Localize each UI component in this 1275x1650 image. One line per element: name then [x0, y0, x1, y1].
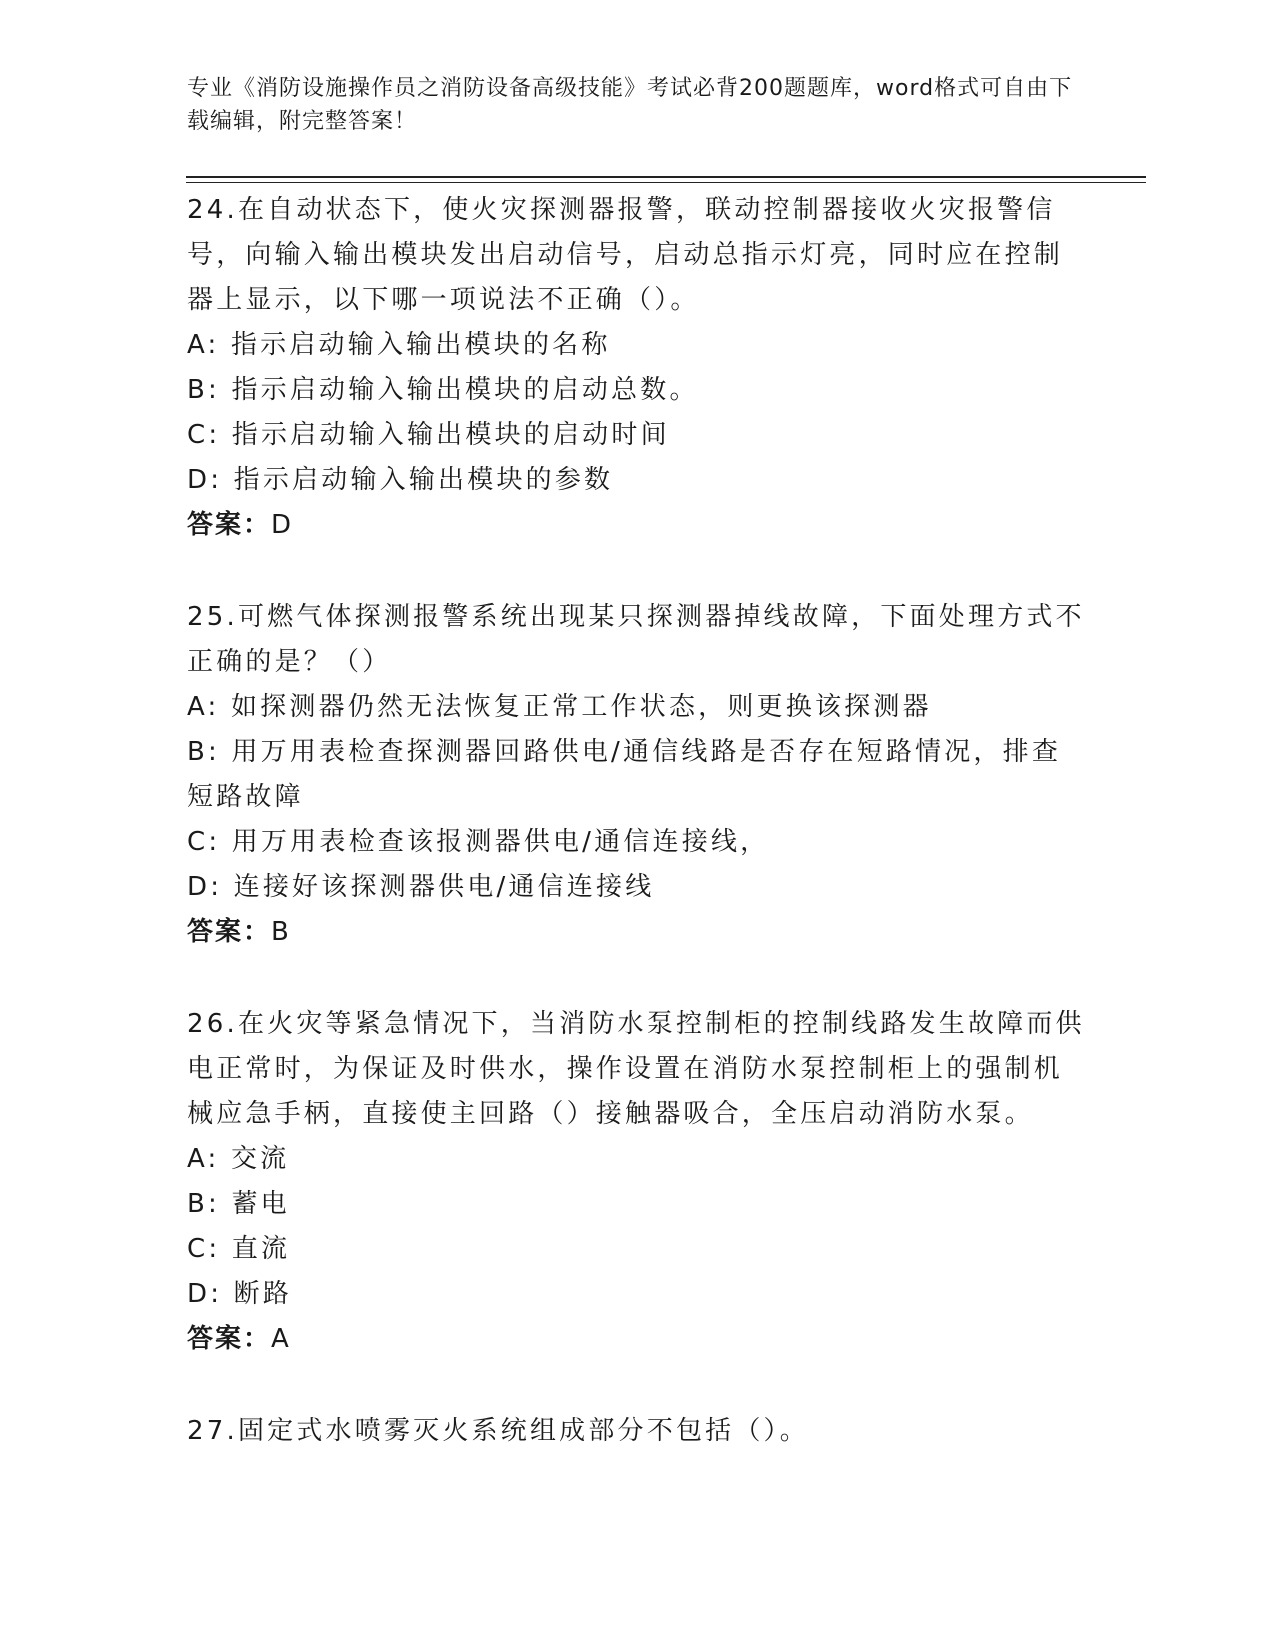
- answer-label: 答案：: [187, 1324, 272, 1354]
- option-a: A: 如探测器仍然无法恢复正常工作状态，则更换该探测器: [187, 692, 932, 722]
- option-d: D: 断路: [187, 1279, 293, 1309]
- answer: [187, 1317, 1087, 1362]
- document-header: [187, 72, 1087, 138]
- question-25: [187, 595, 1087, 955]
- option-b: B: 用万用表检查探测器回路供电/通信线路是否存在短路情况，排查短路故障: [187, 737, 1062, 812]
- answer-value: D: [271, 510, 294, 540]
- option-c: C: 指示启动输入输出模块的启动时间: [187, 420, 670, 450]
- option-a: A: 交流: [187, 1144, 290, 1174]
- option-b: B: 蓄电: [187, 1189, 290, 1219]
- answer-label: 答案：: [187, 510, 272, 540]
- question-text: 24.在自动状态下，使火灾探测器报警，联动控制器接收火灾报警信号，向输入输出模块发出启动信号，启动总指示灯亮，同时应在控制器上显示，以下哪一项说法不正确（）。: [187, 195, 1064, 315]
- header-divider-thin: [186, 182, 1146, 183]
- option-c: C: 用万用表检查该报测器供电/通信连接线，: [187, 827, 770, 857]
- option-a: A: 指示启动输入输出模块的名称: [187, 330, 611, 360]
- question-27: [187, 1409, 1087, 1454]
- answer-label: 答案：: [187, 917, 272, 947]
- question-list: [187, 188, 1087, 1501]
- option-b: B: 指示启动输入输出模块的启动总数。: [187, 375, 699, 405]
- option-d: D: 指示启动输入输出模块的参数: [187, 465, 614, 495]
- header-text: 专业《消防设施操作员之消防设备高级技能》考试必背200题题库，word格式可自由下载编辑，附完整答案！: [187, 76, 1073, 134]
- answer: [187, 910, 1087, 955]
- option-d: D: 连接好该探测器供电/通信连接线: [187, 872, 655, 902]
- question-24: [187, 188, 1087, 548]
- question-text: 25.可燃气体探测报警系统出现某只探测器掉线故障，下面处理方式不正确的是？（）: [187, 602, 1085, 677]
- option-c: C: 直流: [187, 1234, 291, 1264]
- header-divider-thick: [186, 176, 1146, 178]
- answer: [187, 503, 1087, 548]
- answer-value: B: [271, 917, 291, 947]
- answer-value: A: [271, 1324, 291, 1354]
- question-text: 27.固定式水喷雾灭火系统组成部分不包括（）。: [187, 1416, 809, 1446]
- question-text: 26.在火灾等紧急情况下，当消防水泵控制柜的控制线路发生故障而供电正常时，为保证及时供水，操作设置在消防水泵控制柜上的强制机械应急手柄，直接使主回路（）接触器吸合，全压启动消防水泵。: [187, 1009, 1085, 1129]
- question-26: [187, 1002, 1087, 1362]
